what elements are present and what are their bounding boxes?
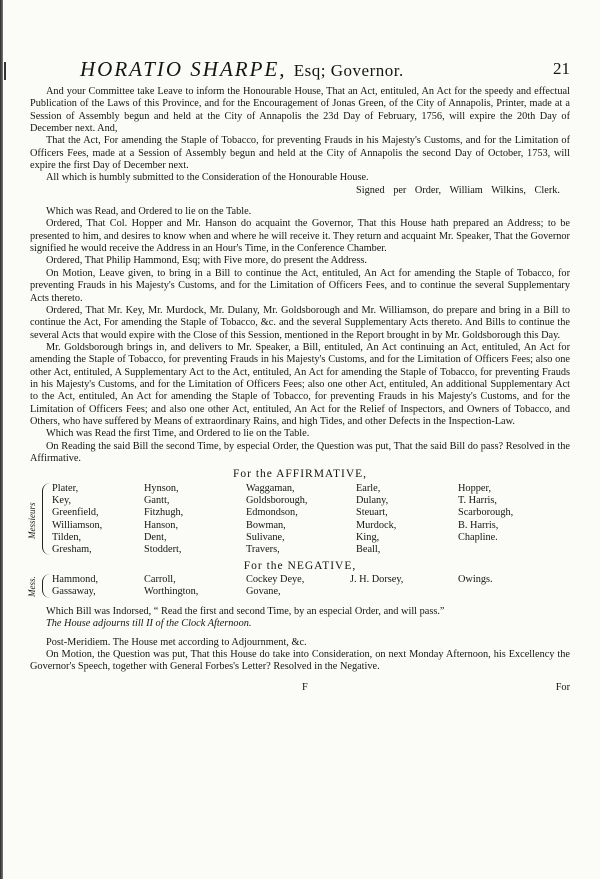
negative-vote-list [27,574,570,600]
member-name: Travers, [246,544,280,556]
proceeding-paragraph: Ordered, That Philip Hammond, Esq; with Five more, do present the Address. [46,255,367,267]
signed-label: Signed per Order, [356,184,442,196]
member-name: Key, [52,495,72,506]
member-name: T. Harris, [458,495,497,506]
running-head [30,52,570,86]
motion-paragraph: On Motion, the Question was put, That this House do take into Consideration, on next Monday Afternoon, his Excellency the Governor's Speech, together with General Forbes's Letter? Resolved in the Negative. [30,649,570,673]
affirmative-brace [42,483,51,555]
report-signature [30,185,570,197]
member-name: Owings. [458,574,493,585]
member-name: Bowman, [246,519,286,531]
report-paragraph: And your Committee take Leave to inform the Honourable House, That an Act, entituled, An Act for the speedy and effectual Publication of the Laws of this Province, and for the Encouragement of Jonas Green, of the City of Annapolis, Printer, made at a Session of Assembly begun and held at the City of Annapolis the 23d Day of February, 1756, will expire the 20th Day of December next. And, [30,86,570,135]
member-name: Murdock, [356,519,397,531]
affirmative-vote-list [27,482,570,557]
member-name: J. H. Dorsey, [350,574,404,585]
negative-column [144,574,198,599]
running-head-suffix: Esq; Governor. [293,61,404,80]
member-name: Hanson, [144,519,179,531]
page-edge-mark [4,62,6,80]
negative-column [350,574,403,586]
negative-brace [42,574,51,598]
document-page [27,52,570,702]
member-name: B. Harris, [458,519,499,531]
member-name: Hynson, [144,482,179,494]
indorsement-line: Which Bill was Indorsed, “ Read the first and second Time, by an especial Order, and will pass.” [46,606,445,617]
proceeding-paragraph: Mr. Goldsborough brings in, and delivers to Mr. Speaker, a Bill, entituled, An Act continuing an Act, entituled, An Act for amending the Staple of Tobacco, for preventing Frauds in his Majesty's Customs, and for the Limitation of Officers Fees; also one other Act, entituled, A Supplementary Act to the Act, entituled, An Act for amending the Staple of Tobacco, for preventing Frauds in his Majesty's Customs, and for the Limitation of Officers Fees; also one other Act, entituled, An additional Supplementary Act to the Act, entituled, An Act for amending the Staple of Tobacco, for preventing Frauds in his Majesty's Customs, and for the Limitation of Officers Fees; and also one other Act, entituled, An Act for the Relief of Inspectors, and Owners of Tobacco, and Others, who have suffered by Means of extraordinary Rains, and high Tides, and other Defects in the Inspection-Law. [30,341,570,427]
report-paragraph: All which is humbly submitted to the Consideration of the Honourable House. [46,172,369,184]
adjournment-line: The House adjourns till II of the Clock Afternoon. [46,618,252,630]
catchword: For [555,681,570,693]
member-name: Earle, [356,482,381,494]
member-name: King, [356,532,380,544]
member-name: Chapline. [458,532,498,544]
proceeding-paragraph: Ordered, That Col. Hopper and Mr. Hanson do acquaint the Governor, That this House hath prepared an Address; to be presented to him, and desires to know when and where he will receive it. They return and acquaint Mr. Speaker, That the Governor signified he would receive the Address in an Hour's Time, in the Conference Chamber. [30,218,570,255]
report-paragraph: That the Act, For amending the Staple of Tobacco, for preventing Frauds in his Majesty's Customs, and for the Limitation of Officers Fees, made at a Session of Assembly begun and held at the City of Annapolis the second Day of October, 1753, will expire the first Day of December next. [30,135,570,172]
member-name: Scarborough, [458,507,514,519]
member-name: Gresham, [52,544,92,556]
member-name: Dulany, [356,495,389,506]
member-name: Hammond, [52,574,99,585]
negative-heading: For the NEGATIVE, [243,559,357,572]
member-name: Dent, [144,532,167,544]
member-name: Edmondson, [246,507,298,519]
post-meridiem-line: Post-Meridiem. The House met according to Adjournment, &c. [46,636,307,648]
affirmative-column [458,483,513,545]
member-name: Tilden, [52,532,82,544]
member-name: Gassaway, [52,586,96,598]
page-edge [0,0,3,879]
member-name: Goldsborough, [246,495,308,506]
page-footer [30,682,570,702]
member-name: Govane, [246,586,281,598]
member-name: Waggaman, [246,482,295,494]
negative-column [52,574,98,599]
running-head-title: HORATIO SHARPE, [80,57,287,81]
member-name: Hopper, [458,482,492,494]
proceeding-paragraph: Which was Read the first Time, and Ordered to lie on the Table. [46,428,310,440]
proceeding-paragraph: On Motion, Leave given, to bring in a Bill to continue the Act, entituled, An Act for amending the Staple of Tobacco, for preventing Frauds in his Majesty's Customs, and for the Limitation of Officers Fees, and to continue the several Supplementary Acts thereto. [30,267,570,304]
proceeding-paragraph: On Reading the said Bill the second Time, by especial Order, the Question was put, That the said Bill do pass? Resolved in the Affirmative. [30,440,570,464]
negative-column [246,574,304,599]
member-name: Gantt, [144,495,170,506]
proceeding-paragraph: Ordered, That Mr. Key, Mr. Murdock, Mr. Dulany, Mr. Goldsborough and Mr. Williamson, do prepare and bring in a Bill to continue the Act, For amending the Staple of Tobacco, &c. and the several Supplementary Acts thereto. And Bills to continue the several Acts that would expire with the Close of this Session, mentioned in the Report brought in by Mr. Goldsborough this Day. [30,304,570,341]
member-name: Sulivane, [246,532,285,544]
signature-mark: F [302,681,308,693]
page-number: 21 [553,59,570,78]
proceeding-paragraph: Which was Read, and Ordered to lie on the Table. [46,206,252,218]
clerk-name: William Wilkins, Clerk. [449,184,560,196]
affirmative-heading: For the AFFIRMATIVE, [232,468,368,481]
member-name: Stoddert, [144,544,182,556]
member-name: Greenfield, [52,507,99,519]
member-name: Fitzhugh, [144,507,184,519]
negative-side-label: Mess. [27,576,37,598]
member-name: Steuart, [356,507,388,519]
affirmative-column [356,483,396,557]
negative-column [458,574,493,586]
member-name: Worthington, [144,586,199,598]
affirmative-column [52,483,102,557]
affirmative-column [246,483,308,557]
member-name: Williamson, [52,519,103,531]
member-name: Carroll, [144,574,176,585]
member-name: Cockey Deye, [246,574,305,585]
affirmative-column [144,483,183,557]
member-name: Plater, [52,482,79,494]
member-name: Beall, [356,544,381,556]
affirmative-side-label: Messieurs [27,502,37,539]
